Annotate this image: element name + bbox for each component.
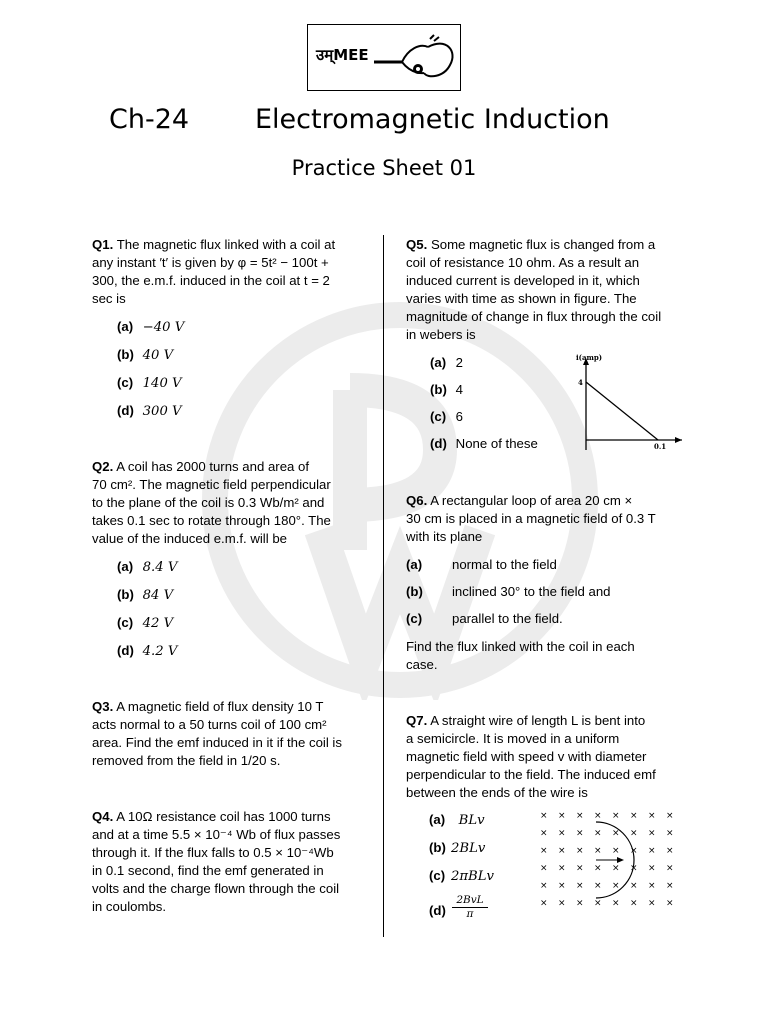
column-divider <box>383 235 384 937</box>
option-c: (c) 2πBLv <box>429 868 494 884</box>
option-c: (c) 140 V <box>117 375 182 391</box>
question-line: any instant ′t′ is given by φ = 5t² − 100t + <box>92 255 329 270</box>
field-cross: × <box>540 828 548 839</box>
question-line: Q6. A rectangular loop of area 20 cm × <box>406 493 633 508</box>
option-b: (b) 4 <box>430 382 464 397</box>
field-cross: × <box>630 898 638 909</box>
field-cross: × <box>612 828 620 839</box>
question-label: Q4. <box>92 809 114 824</box>
field-cross: × <box>612 811 620 821</box>
field-cross: × <box>540 898 548 909</box>
question-line: and at a time 5.5 × 10⁻⁴ Wb of flux passes <box>92 827 341 842</box>
field-cross: × <box>594 881 602 891</box>
question-line: area. Find the emf induced in it if the coil is <box>92 735 342 750</box>
field-cross: × <box>648 846 656 856</box>
field-cross: × <box>540 846 548 856</box>
magnetic-field-diagram <box>532 808 680 910</box>
option-a: (a) 8.4 V <box>117 559 178 575</box>
question-line: Q2. A coil has 2000 turns and area of <box>92 459 310 474</box>
field-cross: × <box>612 898 620 909</box>
option-d-fraction <box>452 894 488 921</box>
option-c: (c) 6 <box>430 409 464 424</box>
question-line: in webers is <box>406 327 476 342</box>
question-line: volts and the charge flown through the coil <box>92 881 340 896</box>
question-line: with its plane <box>406 529 483 544</box>
field-cross: × <box>666 811 674 821</box>
field-cross: × <box>558 863 566 874</box>
question-line: in 0.1 second, find the emf generated in <box>92 863 324 878</box>
field-cross: × <box>576 828 584 839</box>
question-5 <box>406 236 676 344</box>
option-b: (b) inclined 30° to the field and <box>406 584 611 599</box>
question-line: takes 0.1 sec to rotate through 180°. The <box>92 513 331 528</box>
field-cross: × <box>648 863 656 874</box>
question-line: case. <box>406 657 438 672</box>
option-c: (c) parallel to the field. <box>406 611 563 626</box>
option-d: (d) None of these <box>430 436 538 451</box>
question-line: sec is <box>92 291 126 306</box>
field-cross: × <box>540 881 548 891</box>
field-cross: × <box>612 881 620 891</box>
question-label: Q1. <box>92 237 114 252</box>
field-cross: × <box>558 898 566 909</box>
question-2 <box>92 458 362 548</box>
option-a: (a) normal to the field <box>406 557 557 572</box>
option-a: (a) 2 <box>430 355 464 370</box>
x-axis-arrow <box>675 437 682 443</box>
field-cross: × <box>612 846 620 856</box>
field-cross: × <box>666 863 674 874</box>
field-cross: × <box>558 881 566 891</box>
question-label: Q3. <box>92 699 114 714</box>
field-cross: × <box>630 828 638 839</box>
question-line: Q1. The magnetic flux linked with a coil at <box>92 237 336 252</box>
option-c: (c) 42 V <box>117 615 174 631</box>
option-d: (d) <box>429 903 446 918</box>
x-tick-label: 0.1 <box>654 442 667 451</box>
option-b: (b) 40 V <box>117 347 174 363</box>
current-time-graph <box>570 350 686 456</box>
logo <box>307 24 461 91</box>
logo-text: उम्MEE <box>316 46 369 64</box>
question-line: Q5. Some magnetic flux is changed from a <box>406 237 656 252</box>
option-d: (d) 4.2 V <box>117 643 178 659</box>
field-cross: × <box>576 846 584 856</box>
question-line: Q7. A straight wire of length L is bent into <box>406 713 646 728</box>
question-line: induced current is developed in it, which <box>406 273 640 288</box>
field-cross: × <box>558 811 566 821</box>
chapter-number: Ch-24 <box>109 104 190 135</box>
question-line: acts normal to a 50 turns coil of 100 cm² <box>92 717 327 732</box>
question-line: Q4. A 10Ω resistance coil has 1000 turns <box>92 809 331 824</box>
velocity-arrowhead <box>617 857 624 863</box>
question-label: Q2. <box>92 459 114 474</box>
field-cross: × <box>594 898 602 909</box>
option-a: (a) BLv <box>429 812 485 828</box>
question-line: between the ends of the wire is <box>406 785 588 800</box>
chapter-title: Electromagnetic Induction <box>255 104 610 135</box>
question-line: through it. If the flux falls to 0.5 × 10⁻⁴Wb <box>92 845 334 860</box>
field-cross: × <box>576 811 584 821</box>
field-cross: × <box>576 863 584 874</box>
field-cross: × <box>630 846 638 856</box>
question-line: Find the flux linked with the coil in each <box>406 639 635 654</box>
question-line: 30 cm is placed in a magnetic field of 0.3 T <box>406 511 656 526</box>
question-line: in coulombs. <box>92 899 167 914</box>
field-cross: × <box>648 898 656 909</box>
option-a: (a) −40 V <box>117 319 185 335</box>
question-3 <box>92 698 362 770</box>
question-line: magnetic field with speed v with diameter <box>406 749 647 764</box>
question-line: 70 cm². The magnetic field perpendicular <box>92 477 331 492</box>
question-line: 300, the e.m.f. induced in the coil at t = 2 <box>92 273 330 288</box>
field-cross: × <box>558 828 566 839</box>
question-7 <box>406 712 676 802</box>
question-line: value of the induced e.m.f. will be <box>92 531 287 546</box>
question-line: removed from the field in 1/20 s. <box>92 753 281 768</box>
option-b: (b) 2BLv <box>429 840 486 856</box>
fraction-denominator: π <box>466 908 474 920</box>
field-cross: × <box>666 846 674 856</box>
field-cross: × <box>540 863 548 874</box>
option-d: (d) 300 V <box>117 403 182 419</box>
question-4 <box>92 808 362 916</box>
sheet-subtitle: Practice Sheet 01 <box>291 156 477 180</box>
field-cross: × <box>648 828 656 839</box>
field-cross: × <box>630 811 638 821</box>
stethoscope-icon <box>372 29 458 87</box>
current-line <box>586 382 658 440</box>
question-label: Q5. <box>406 237 428 252</box>
question-label: Q6. <box>406 493 428 508</box>
question-6 <box>406 492 676 546</box>
field-cross: × <box>630 881 638 891</box>
field-cross: × <box>612 863 620 874</box>
field-cross: × <box>648 811 656 821</box>
field-cross: × <box>594 811 602 821</box>
question-line: coil of resistance 10 ohm. As a result an <box>406 255 640 270</box>
field-cross: × <box>594 846 602 856</box>
field-cross: × <box>540 811 548 821</box>
field-cross: × <box>666 828 674 839</box>
question-line: a semicircle. It is moved in a uniform <box>406 731 620 746</box>
field-cross: × <box>576 881 584 891</box>
question-label: Q7. <box>406 713 428 728</box>
field-cross: × <box>630 863 638 874</box>
field-cross: × <box>594 863 602 874</box>
question-line: Q3. A magnetic field of flux density 10 T <box>92 699 324 714</box>
y-tick-label: 4 <box>578 378 583 387</box>
question-line: to the plane of the coil is 0.3 Wb/m² and <box>92 495 325 510</box>
field-cross: × <box>666 881 674 891</box>
question-1 <box>92 236 362 308</box>
field-cross: × <box>648 881 656 891</box>
field-cross: × <box>558 846 566 856</box>
question-line: perpendicular to the field. The induced emf <box>406 767 656 782</box>
question-6-footer <box>406 638 676 674</box>
field-cross: × <box>594 828 602 839</box>
fraction-numerator: 2BvL <box>452 894 488 908</box>
option-b: (b) 84 V <box>117 587 174 603</box>
field-cross: × <box>666 898 674 909</box>
question-line: magnitude of change in flux through the coil <box>406 309 662 324</box>
y-axis-label: i(amp) <box>576 353 603 362</box>
field-cross: × <box>576 898 584 909</box>
question-line: varies with time as shown in figure. The <box>406 291 637 306</box>
